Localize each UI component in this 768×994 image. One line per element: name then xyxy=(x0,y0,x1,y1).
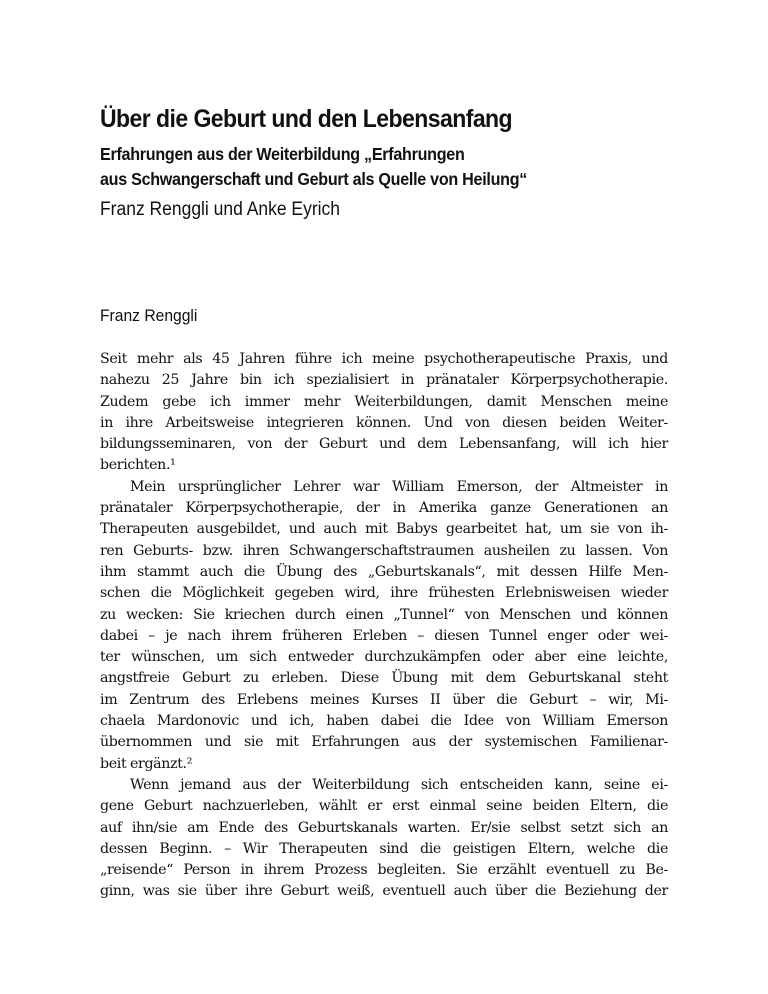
body-line: Mein ursprünglicher Lehrer war William Emerson, der Altmeister in xyxy=(130,478,668,495)
subtitle-line-1: Erfahrungen aus der Weiterbildung „Erfahrungen xyxy=(100,144,465,164)
body-line: Seit mehr als 45 Jahren führe ich meine psychotherapeutische Praxis, und xyxy=(100,351,668,367)
body-line: „reisende“ Person in ihrem Prozess begleiten. Sie erzählt eventuell zu Be- xyxy=(100,862,668,879)
body-line: beit ergänzt.² xyxy=(100,755,193,772)
article-subtitle xyxy=(100,142,623,192)
body-line: zu wecken: Sie kriechen durch einen „Tunnel“ von Menschen und können xyxy=(100,606,668,623)
body-line: ginn, was sie über ihre Geburt weiß, eventuell auch über die Beziehung der xyxy=(100,883,668,900)
body-line: dessen Beginn. – Wir Therapeuten sind die geistigen Eltern, welche die xyxy=(100,840,668,857)
body-line: chaela Mardonovic und ich, haben dabei die Idee von William Emerson xyxy=(100,713,668,730)
body-line: berichten.¹ xyxy=(100,457,176,474)
body-line: übernommen und sie mit Erfahrungen aus der systemischen Familienar- xyxy=(100,734,668,751)
article-title: Über die Geburt und den Lebensanfang xyxy=(100,105,513,133)
body-line: im Zentrum des Erlebens meines Kurses II über die Geburt – wir, Mi- xyxy=(100,691,668,708)
body-line: angstfreie Geburt zu erleben. Diese Übung mit dem Geburtskanal steht xyxy=(100,670,668,687)
body-line: dabei – je nach ihrem früheren Erleben – diesen Tunnel enger oder wei- xyxy=(100,627,668,644)
body-line: nahezu 25 Jahre bin ich spezialisiert in pränataler Körperpsychotherapie. xyxy=(100,372,668,389)
body-line: schen die Möglichkeit gegeben wird, ihre frühesten Erlebnisweisen wieder xyxy=(100,585,668,602)
body-line: Wenn jemand aus der Weiterbildung sich entscheiden kann, seine ei- xyxy=(130,776,668,793)
body-line: pränataler Körperpsychotherapie, der in Amerika ganze Generationen an xyxy=(100,500,668,517)
body-line: auf ihn/sie am Ende des Geburtskanals warten. Er/sie selbst setzt sich an xyxy=(100,819,668,836)
body-line: ren Geburts- bzw. ihren Schwangerschaftstraumen ausheilen zu lassen. Von xyxy=(100,542,668,559)
body-line: gene Geburt nachzuerleben, wählt er erst einmal seine beiden Eltern, die xyxy=(100,798,668,815)
body-line: in ihre Arbeitsweise integrieren können. Und von diesen beiden Weiter- xyxy=(100,414,668,431)
body-line: ter wünschen, um sich entweder durchzukämpfen oder aber eine leichte, xyxy=(100,649,668,666)
body-line: Therapeuten ausgebildet, und auch mit Babys gearbeitet hat, um sie von ih- xyxy=(100,521,668,538)
article-page xyxy=(100,104,668,900)
subtitle-line-2: aus Schwangerschaft und Geburt als Quelle von Heilung“ xyxy=(100,169,528,189)
body-text xyxy=(100,349,668,903)
section-author: Franz Renggli xyxy=(100,306,198,325)
body-line: bildungsseminaren, von der Geburt und dem Lebensanfang, will ich hier xyxy=(100,436,668,453)
article-authors: Franz Renggli und Anke Eyrich xyxy=(100,199,341,220)
body-line: ihm stammt auch die Übung des „Geburtskanals“, mit dessen Hilfe Men- xyxy=(100,563,668,580)
body-line: Zudem gebe ich immer mehr Weiterbildungen, damit Menschen meine xyxy=(100,393,668,410)
